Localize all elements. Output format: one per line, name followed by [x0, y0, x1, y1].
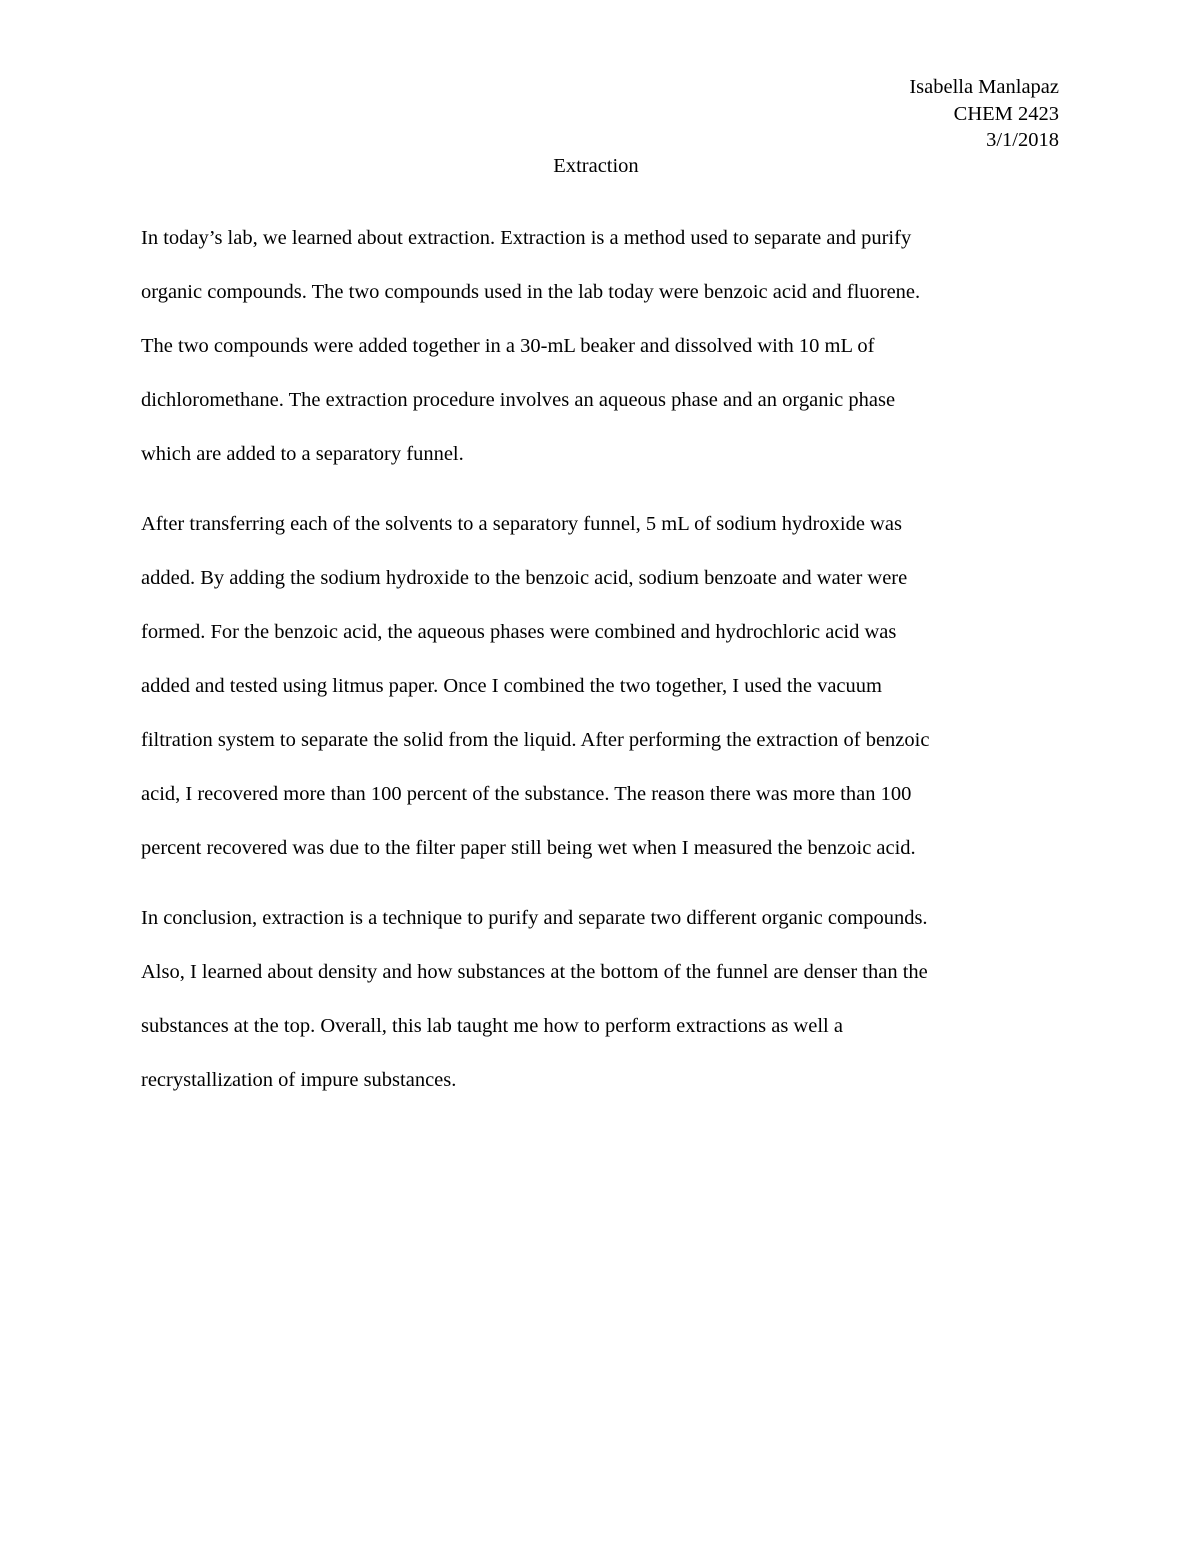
document-header	[909, 74, 1059, 154]
paragraph-conclusion	[141, 903, 1061, 1119]
paragraph-line: organic compounds. The two compounds used in the lab today were benzoic acid and fluorene.	[141, 281, 921, 303]
paragraph-line: In conclusion, extraction is a technique to purify and separate two different organic compounds.	[141, 907, 928, 929]
author-name: Isabella Manlapaz	[909, 76, 1059, 98]
paragraph-introduction	[141, 223, 1061, 493]
document-body	[141, 223, 1061, 1119]
paragraph-line: percent recovered was due to the filter paper still being wet when I measured the benzoic acid.	[141, 837, 916, 859]
paragraph-line: After transferring each of the solvents to a separatory funnel, 5 mL of sodium hydroxide was	[141, 513, 902, 535]
paragraph-line: filtration system to separate the solid from the liquid. After performing the extraction of benzoic	[141, 729, 930, 751]
paragraph-line: Also, I learned about density and how substances at the bottom of the funnel are denser than the	[141, 961, 928, 983]
paragraph-line: acid, I recovered more than 100 percent of the substance. The reason there was more than 100	[141, 783, 912, 805]
paragraph-line: In today’s lab, we learned about extraction. Extraction is a method used to separate and purify	[141, 227, 912, 249]
paragraph-line: which are added to a separatory funnel.	[141, 443, 464, 465]
document-date: 3/1/2018	[986, 129, 1059, 151]
paragraph-line: added. By adding the sodium hydroxide to the benzoic acid, sodium benzoate and water were	[141, 567, 908, 589]
paragraph-line: formed. For the benzoic acid, the aqueous phases were combined and hydrochloric acid was	[141, 621, 897, 643]
paragraph-line: recrystallization of impure substances.	[141, 1069, 457, 1091]
paragraph-line: substances at the top. Overall, this lab taught me how to perform extractions as well a	[141, 1015, 843, 1037]
course-code: CHEM 2423	[953, 102, 1059, 125]
paragraph-procedure	[141, 509, 1061, 887]
paragraph-line: added and tested using litmus paper. Once I combined the two together, I used the vacuum	[141, 675, 882, 697]
document-title: Extraction	[553, 155, 639, 177]
paragraph-line: dichloromethane. The extraction procedure involves an aqueous phase and an organic phase	[141, 389, 896, 411]
paragraph-line: The two compounds were added together in a 30-mL beaker and dissolved with 10 mL of	[141, 335, 875, 357]
